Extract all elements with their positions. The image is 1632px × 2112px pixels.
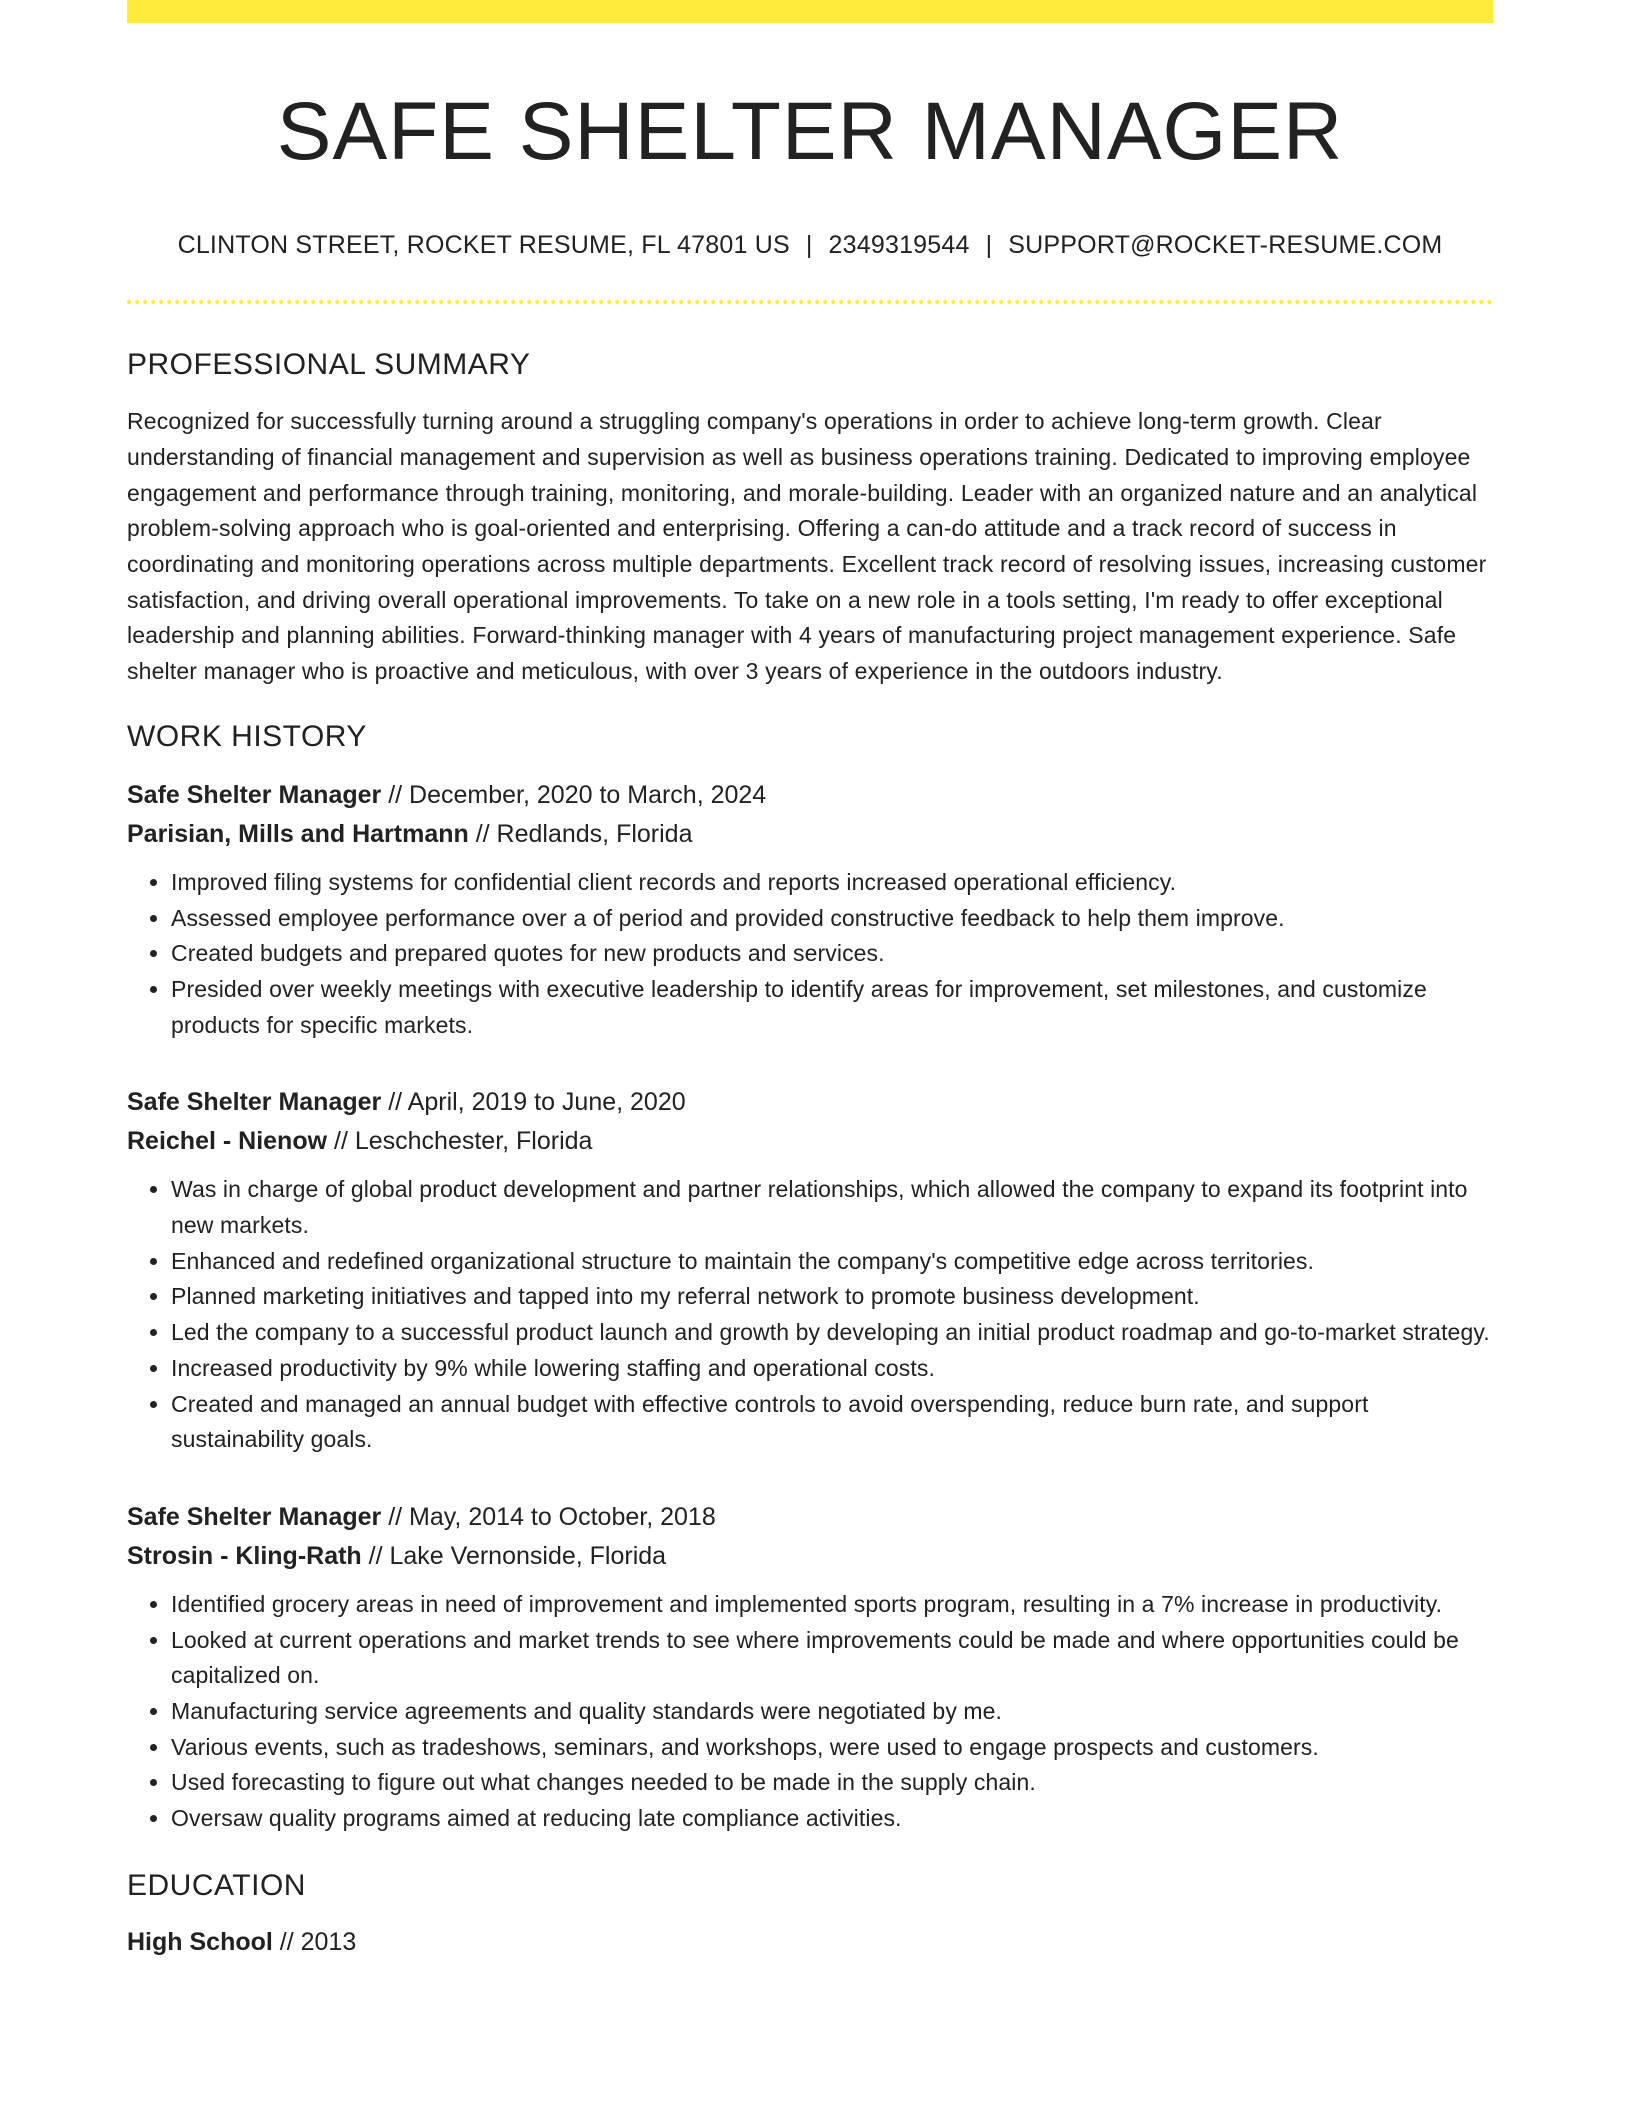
summary-text: Recognized for successfully turning around a struggling company's operations in order to achieve long-term growth. Clear understanding of financial management and supervision as well as business operations training. Dedicated to improving employee engagement and performance through training, monitoring, and morale-building. Leader with an organized nature and an analytical problem-solving approach who is goal-oriented and enterprising. Offering a can-do attitude and a track record of success in coordinating and monitoring operations across multiple departments. Excellent track record of resolving issues, increasing customer satisfaction, and driving overall operational improvements. To take on a new role in a tools setting, I'm ready to offer exceptional leadership and planning abilities. Forward-thinking manager with 4 years of manufacturing project management experience. Safe shelter manager who is proactive and meticulous, with over 3 years of experience in the outdoors industry.: [127, 408, 1487, 685]
education-entry: [127, 1923, 1493, 1962]
job-bullet-list: [127, 1172, 1493, 1458]
job-role: Safe Shelter Manager: [127, 1502, 382, 1531]
work-history-list: [127, 776, 1493, 1837]
job-bullet: • Planned marketing initiatives and tapped into my referral network to promote business development.: [171, 1279, 1493, 1315]
job-bullet: • Presided over weekly meetings with executive leadership to identify areas for improvement, set milestones, and customize products for specific markets.: [171, 972, 1493, 1043]
contact-line: [127, 231, 1493, 260]
job-dates: // May, 2014 to October, 2018: [381, 1502, 716, 1531]
job-bullet: • Used forecasting to figure out what changes needed to be made in the supply chain.: [171, 1765, 1493, 1801]
contact-phone: 2349319544: [828, 231, 970, 260]
job-location: // Leschchester, Florida: [327, 1127, 593, 1156]
job-company-line: [127, 815, 1493, 854]
job-entry: [127, 776, 1493, 1044]
job-company: Strosin - Kling-Rath: [127, 1541, 362, 1570]
job-bullet-list: [127, 865, 1493, 1044]
education-degree: High School: [127, 1927, 273, 1956]
resume-title: SAFE SHELTER MANAGER: [276, 86, 1344, 177]
job-bullet: • Enhanced and redefined organizational structure to maintain the company's competitive edge across territories.: [171, 1244, 1493, 1280]
resume-page: [127, 0, 1493, 1962]
job-company: Parisian, Mills and Hartmann: [127, 819, 469, 848]
job-bullet: • Various events, such as tradeshows, seminars, and workshops, were used to engage prospects and customers.: [171, 1730, 1493, 1766]
job-bullet: • Looked at current operations and market trends to see where improvements could be made and where opportunities could be capitalized on.: [171, 1623, 1493, 1694]
job-location: // Redlands, Florida: [468, 819, 693, 848]
education-year: // 2013: [272, 1927, 357, 1956]
accent-top-bar: [127, 0, 1493, 23]
job-bullet-list: [127, 1587, 1493, 1837]
job-bullet: • Created budgets and prepared quotes for new products and services.: [171, 936, 1493, 972]
job-location: // Lake Vernonside, Florida: [361, 1541, 667, 1570]
job-role-line: [127, 1498, 1493, 1537]
section-title-education: EDUCATION: [127, 1868, 306, 1902]
job-bullet: • Assessed employee performance over a of period and provided constructive feedback to help them improve.: [171, 901, 1493, 937]
job-role-line: [127, 1083, 1493, 1122]
dotted-divider: [127, 300, 1493, 304]
contact-separator: |: [985, 231, 993, 260]
job-company-line: [127, 1537, 1493, 1576]
job-role: Safe Shelter Manager: [127, 780, 382, 809]
job-bullet: • Oversaw quality programs aimed at reducing late compliance activities.: [171, 1801, 1493, 1837]
section-title-work-history: WORK HISTORY: [127, 719, 367, 753]
job-bullet: • Improved filing systems for confidential client records and reports increased operational efficiency.: [171, 865, 1493, 901]
section-title-summary: PROFESSIONAL SUMMARY: [127, 348, 531, 382]
contact-email: SUPPORT@ROCKET-RESUME.COM: [1008, 231, 1443, 260]
job-bullet: • Increased productivity by 9% while lowering staffing and operational costs.: [171, 1351, 1493, 1387]
job-bullet: • Manufacturing service agreements and quality standards were negotiated by me.: [171, 1694, 1493, 1730]
job-company-line: [127, 1122, 1493, 1161]
job-entry: [127, 1498, 1493, 1837]
job-role: Safe Shelter Manager: [127, 1088, 382, 1117]
job-bullet: • Was in charge of global product development and partner relationships, which allowed the company to expand its footprint into new markets.: [171, 1172, 1493, 1243]
job-bullet: • Identified grocery areas in need of improvement and implemented sports program, resulting in a 7% increase in productivity.: [171, 1587, 1493, 1623]
contact-address: CLINTON STREET, ROCKET RESUME, FL 47801 US: [177, 231, 790, 260]
job-dates: // December, 2020 to March, 2024: [381, 780, 767, 809]
job-dates: // April, 2019 to June, 2020: [381, 1088, 686, 1117]
job-company: Reichel - Nienow: [127, 1127, 328, 1156]
contact-separator: |: [805, 231, 813, 260]
job-role-line: [127, 776, 1493, 815]
job-bullet: • Created and managed an annual budget with effective controls to avoid overspending, reduce burn rate, and support sustainability goals.: [171, 1387, 1493, 1458]
job-entry: [127, 1083, 1493, 1458]
job-bullet: • Led the company to a successful product launch and growth by developing an initial product roadmap and go-to-market strategy.: [171, 1315, 1493, 1351]
